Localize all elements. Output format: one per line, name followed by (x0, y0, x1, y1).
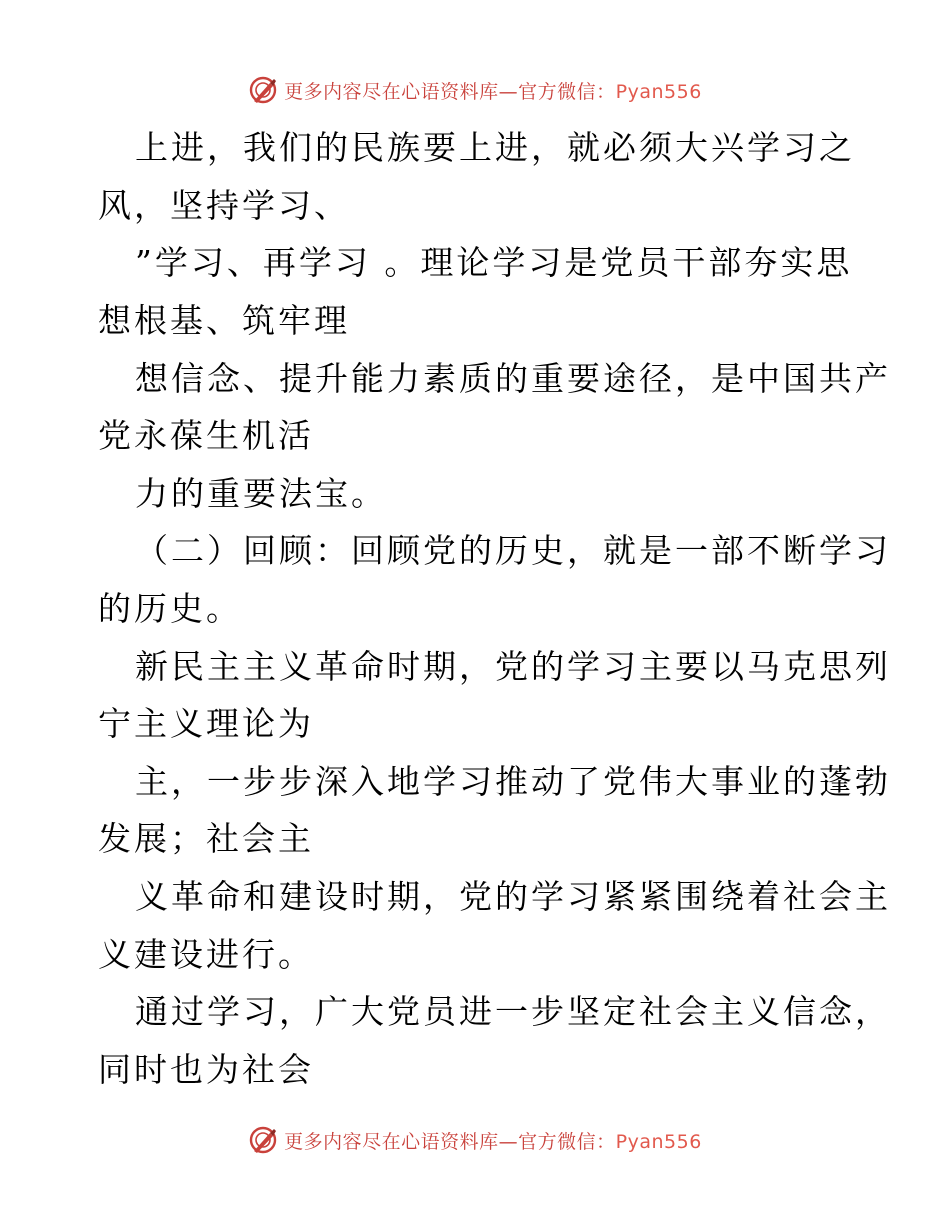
paragraph-line: 宁主义理论为 (98, 704, 314, 743)
footer-watermark (0, 1120, 950, 1160)
paragraph-line: 党永葆生机活 (98, 416, 314, 455)
paragraph-line: 想信念、提升能力素质的重要途径，是中国共产 (135, 359, 891, 398)
watermark-wechat-id: Pyan556 (615, 80, 702, 103)
paragraph-line: 想根基、筑牢理 (98, 301, 350, 340)
paragraph-line: 同时也为社会 (98, 1050, 314, 1089)
watermark-text: 更多内容尽在心语资料库—官方微信：Pyan556 (284, 1130, 702, 1153)
paragraph-line: 风，坚持学习、 (98, 186, 350, 225)
watermark-text: 更多内容尽在心语资料库—官方微信：Pyan556 (284, 80, 702, 103)
pen-logo-icon (248, 75, 278, 105)
paragraph-line: 义革命和建设时期，党的学习紧紧围绕着社会主 (135, 877, 891, 916)
paragraph-line: 上进，我们的民族要上进，就必须大兴学习之 (135, 128, 855, 167)
paragraph-line: 发展；社会主 (98, 819, 314, 858)
header-watermark (0, 70, 950, 110)
paragraph-line: 的历史。 (98, 589, 242, 628)
paragraph-line: （二）回顾：回顾党的历史，就是一部不断学习 (135, 531, 891, 570)
paragraph-line: 力的重要法宝。 (135, 474, 387, 513)
paragraph-line: 新民主主义革命时期，党的学习主要以马克思列 (135, 647, 891, 686)
paragraph-line: 义建设进行。 (98, 935, 314, 974)
paragraph-line: 通过学习，广大党员进一步坚定社会主义信念， (135, 992, 891, 1031)
paragraph-line: ”学习、再学习 。理论学习是党员干部夯实思 (135, 243, 853, 282)
watermark-wechat-id: Pyan556 (615, 1130, 702, 1153)
pen-logo-icon (248, 1125, 278, 1155)
paragraph-line: 主，一步步深入地学习推动了党伟大事业的蓬勃 (135, 762, 891, 801)
